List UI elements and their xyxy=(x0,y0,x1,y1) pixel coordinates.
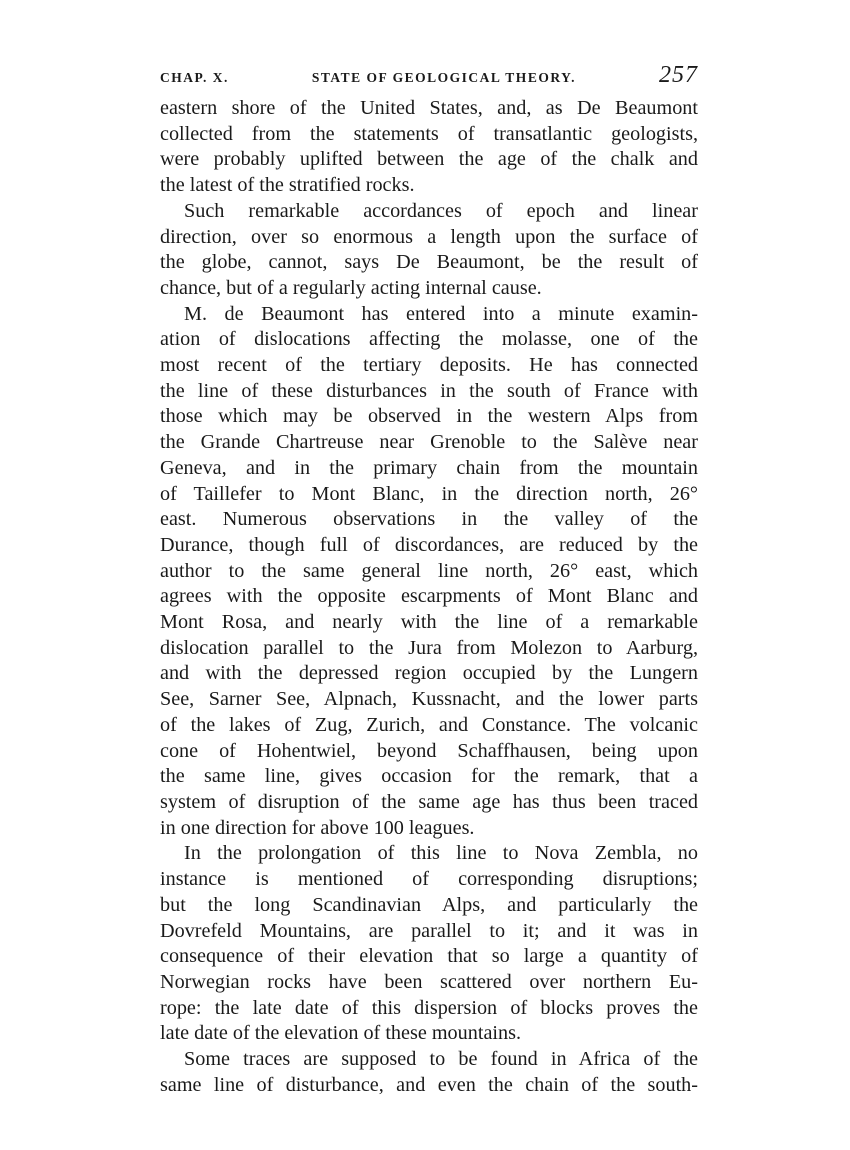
running-head xyxy=(160,62,698,96)
chapter-label: CHAP. X. xyxy=(160,70,229,85)
paragraph xyxy=(160,96,698,199)
book-page xyxy=(160,62,698,1098)
text-line: the Grande Chartreuse near Grenoble to the Salève near xyxy=(160,431,698,454)
paragraph xyxy=(160,302,698,842)
text-line: the latest of the stratified rocks. xyxy=(160,174,415,197)
text-line: Durance, though full of discordances, are reduced by the xyxy=(160,533,698,556)
text-line: of the lakes of Zug, Zurich, and Constance. The volcanic xyxy=(160,713,698,736)
paragraph xyxy=(160,1047,698,1098)
text-line: Norwegian rocks have been scattered over northern Eu- xyxy=(160,970,698,993)
text-line: See, Sarner See, Alpnach, Kussnacht, and the lower parts xyxy=(160,688,698,711)
text-line: In the prolongation of this line to Nova Zembla, no xyxy=(184,842,698,865)
text-line: dislocation parallel to the Jura from Molezon to Aarburg, xyxy=(160,636,698,659)
text-line: instance is mentioned of corresponding disruptions; xyxy=(160,868,698,891)
text-line: Mont Rosa, and nearly with the line of a remarkable xyxy=(160,611,698,634)
text-line: M. de Beaumont has entered into a minute examin- xyxy=(184,302,698,325)
text-line: Geneva, and in the primary chain from the mountain xyxy=(160,456,698,479)
text-line: east. Numerous observations in the valley of the xyxy=(160,508,698,531)
text-line: were probably uplifted between the age of the chalk and xyxy=(160,148,698,171)
text-line: Such remarkable accordances of epoch and linear xyxy=(184,199,698,222)
text-line: cone of Hohentwiel, beyond Schaffhausen, being upon xyxy=(160,739,698,762)
text-line: in one direction for above 100 leagues. xyxy=(160,816,475,839)
text-line: eastern shore of the United States, and, as De Beaumont xyxy=(160,97,698,119)
paragraph xyxy=(160,841,698,1047)
text-line: agrees with the opposite escarpments of Mont Blanc and xyxy=(160,585,698,608)
text-line: author to the same general line north, 26° east, which xyxy=(160,559,698,582)
text-line: Some traces are supposed to be found in Africa of the xyxy=(184,1048,698,1071)
text-line: consequence of their elevation that so large a quantity of xyxy=(160,945,698,968)
text-line: late date of the elevation of these mountains. xyxy=(160,1022,522,1045)
text-line: collected from the statements of transatlantic geologists, xyxy=(160,122,698,145)
text-line: the line of these disturbances in the south of France with xyxy=(160,379,698,402)
text-line: but the long Scandinavian Alps, and particularly the xyxy=(160,893,698,916)
text-line: of Taillefer to Mont Blanc, in the direction north, 26° xyxy=(160,482,698,505)
running-title: STATE OF GEOLOGICAL THEORY. xyxy=(311,70,576,85)
page-number: 257 xyxy=(658,62,698,88)
text-line: chance, but of a regularly acting internal cause. xyxy=(160,276,542,299)
text-line: Dovrefeld Mountains, are parallel to it; and it was in xyxy=(160,919,698,942)
text-line: those which may be observed in the western Alps from xyxy=(160,405,698,428)
text-line: most recent of the tertiary deposits. He has connected xyxy=(160,354,698,377)
text-line: ation of dislocations affecting the molasse, one of the xyxy=(160,328,698,351)
text-line: rope: the late date of this dispersion of blocks proves the xyxy=(160,996,698,1019)
text-line: and with the depressed region occupied by the Lungern xyxy=(160,662,698,685)
text-line: the globe, cannot, says De Beaumont, be the result of xyxy=(160,251,698,274)
body-text xyxy=(160,96,698,1098)
paragraph xyxy=(160,199,698,302)
text-line: the same line, gives occasion for the remark, that a xyxy=(160,765,698,788)
text-line: system of disruption of the same age has thus been traced xyxy=(160,790,698,813)
text-line: direction, over so enormous a length upon the surface of xyxy=(160,225,698,248)
text-line: same line of disturbance, and even the chain of the south- xyxy=(160,1073,698,1096)
